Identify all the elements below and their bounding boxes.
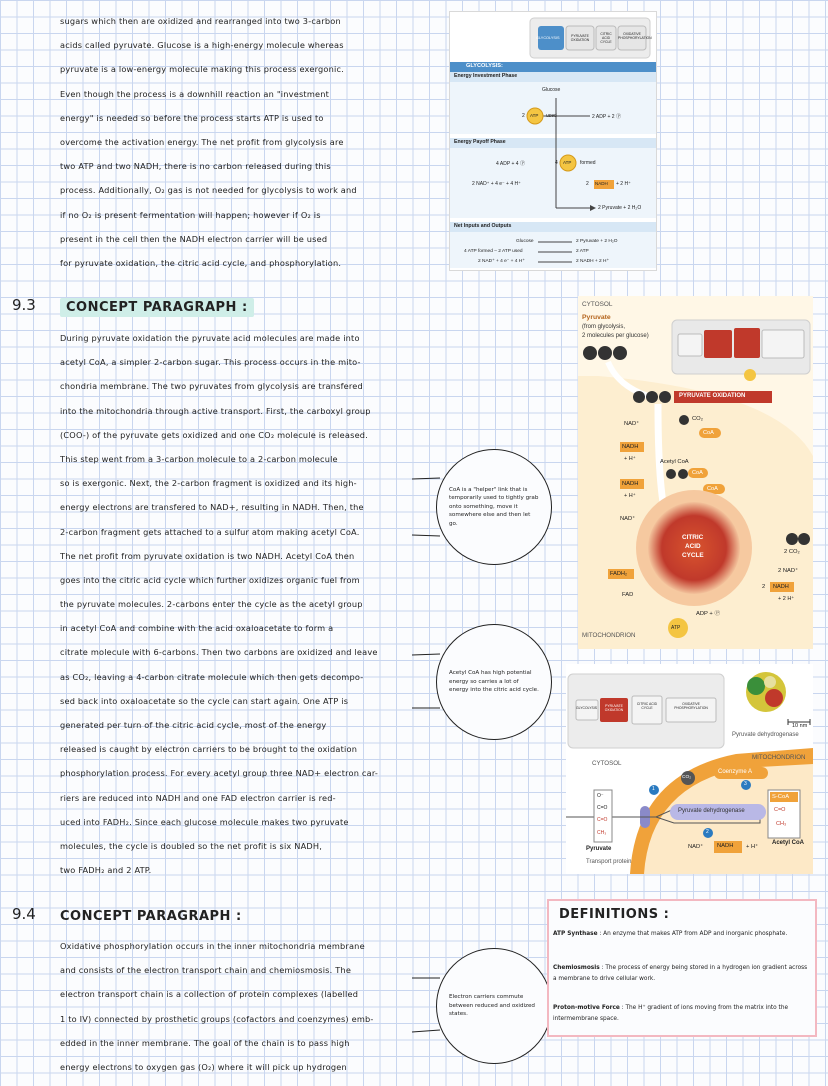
pyruvate-c4: CH₃ [597, 830, 607, 836]
figure-citric-acid-cycle [578, 296, 813, 649]
section-number-9-4: 9.4 [12, 905, 36, 923]
nadh-1: NADH [622, 444, 639, 450]
pyruvate-title: Pyruvate [582, 314, 611, 321]
pyruvate-c3: C=O [597, 817, 608, 823]
fadh2-label: FADH₂ [610, 571, 628, 577]
note-line: edded in the inner membrane. The goal of the chain is to pass high [60, 1037, 350, 1048]
note-line: uced into FADH₂. Since each glucose molecule makes two pyruvate [60, 816, 349, 827]
note-line: sugars which then are oxidized and rearranged into two 3-carbon [60, 16, 341, 26]
definition-term: ATP Synthase [553, 931, 598, 937]
definition-proton-motive: Proton-motive Force : The H⁺ gradient of ions moving from the matrix into the intermembrane space. [553, 1005, 789, 1022]
adp-label: ADP + Ⓟ [696, 611, 721, 617]
definition-atp-synthase: ATP Synthase : An enzyme that makes ATP from ADP and inorganic phosphate. [553, 931, 788, 937]
net-right-3: 2 NADH + 2 H⁺ [576, 259, 610, 264]
formed-label: formed [580, 160, 596, 166]
s-coa-label: S-CoA [772, 794, 790, 800]
definition-text: An enzyme that makes ATP from ADP and inorganic phosphate. [603, 931, 788, 937]
nadh-h: + 2 H⁺ [616, 181, 631, 187]
note-line: in acetyl CoA and combine with the acid oxaloacetate to form a [60, 623, 334, 634]
glucose-label: Glucose [542, 87, 561, 93]
note-line: process. Additionally, O₂ gas is not needed for glycolysis to work and [60, 185, 357, 196]
h-label-2: + H⁺ [746, 844, 759, 850]
co2-2: 2 CO₂ [784, 549, 800, 555]
pyruvate-label-2: Pyruvate [586, 846, 612, 852]
nad-3: 2 NAD⁺ [778, 568, 799, 574]
cycle-word-3: CYCLE [682, 552, 704, 559]
nadh-badge: NADH [595, 181, 608, 186]
definition-term: Chemiosmosis [553, 965, 600, 971]
fad-label: FAD [622, 592, 634, 598]
mini-pyruvate-oxidation-2: PYRUVATE OXIDATION [604, 704, 624, 712]
note-line: goes into the citric acid cycle which further oxidizes organic fuel from [60, 574, 360, 585]
atp-formed-count: 4 [555, 160, 558, 166]
note-line: sed back into oxaloacetate so the cycle can start again. One ATP is [60, 695, 349, 706]
note-line: present in the cell then the NADH electron carrier will be used [60, 233, 328, 244]
nadh-3-count: 2 [762, 584, 766, 590]
note-line: electron transport chain is a collection of protein complexes (labelled [60, 989, 359, 1000]
note-line: (COO-) of the pyruvate gets oxidized and one CO₂ molecule is released. [60, 429, 369, 440]
mini-pyruvate-oxidation: PYRUVATE OXIDATION [570, 34, 590, 42]
note-line: The net profit from pyruvate oxidation is two NADH. Acetyl CoA then [60, 550, 355, 561]
note-line: During pyruvate oxidation the pyruvate acid molecules are made into [60, 333, 360, 343]
figure-pyruvate-dehydrogenase [566, 664, 813, 874]
note-line: Even though the process is a downhill reaction an "investment [60, 88, 330, 99]
note-line: phosphorylation process. For every acetyl group three NAD+ electron car- [60, 768, 379, 779]
atp-formed-badge: ATP [563, 160, 572, 165]
definitions-title: DEFINITIONS : [559, 907, 670, 922]
enzyme-label: Pyruvate dehydrogenase [678, 808, 745, 814]
nad-1: NAD⁺ [624, 421, 640, 427]
cycle-word-2: ACID [685, 543, 701, 550]
acetyl-coa-label: Acetyl CoA [660, 459, 689, 465]
note-line: energy electrons to oxygen gas (O₂) where it will pick up hydrogen [60, 1061, 347, 1072]
note-line: if no O₂ is present fermentation will happen; however if O₂ is [60, 209, 321, 220]
net-left-2: 4 ATP formed – 2 ATP used [464, 249, 523, 254]
investment-phase: Energy Investment Phase [454, 73, 518, 79]
pyruvate-c1: O⁻ [597, 793, 604, 799]
margin-note-coa [436, 449, 552, 565]
margin-note-acetyl [436, 624, 552, 740]
note-line: two FADH₂ and 2 ATP. [60, 865, 152, 876]
note-line: overcome the activation energy. The net profit from glycolysis are [60, 136, 344, 147]
mini-oxphos: OXIDATIVE PHOSPHORYLATION [618, 32, 652, 40]
h-2: + H⁺ [624, 493, 636, 499]
co2-1: CO₂ [692, 416, 703, 422]
pyruvate-output: 2 Pyruvate + 2 H₂O [598, 205, 642, 211]
pyruvate-c2: C=O [597, 805, 608, 811]
section-number-9-3: 9.3 [12, 296, 36, 314]
acetyl-ch3: CH₃ [776, 821, 787, 827]
cytosol-label: CYTOSOL [582, 301, 613, 308]
net-title: Net Inputs and Outputs [454, 223, 512, 229]
note-line: acids called pyruvate. Glucose is a high-energy molecule whereas [60, 40, 344, 51]
note-line: citrate molecule with 6-carbons. Then two carbons are oxidized and leave [60, 647, 378, 658]
cytosol-label-2: CYTOSOL [592, 760, 622, 767]
note-line: riers are reduced into NADH and one FAD electron carrier is red- [60, 792, 336, 803]
payoff-phase: Energy Payoff Phase [454, 139, 506, 145]
mini-citric-acid: CITRIC ACID CYCLE [600, 32, 612, 44]
margin-note-text: Electron carriers commute between reduced and oxidized states. [449, 994, 535, 1018]
mitochondrion-label-2: MITOCHONDRION [752, 754, 806, 761]
note-line: two ATP and two NADH, there is no carbon released during this [60, 161, 331, 172]
net-right-1: 2 Pyruvate + 2 H₂O [576, 239, 618, 244]
note-line: energy" is needed so before the process starts ATP is used to [60, 112, 324, 123]
transport-protein-label: Transport protein [586, 859, 632, 865]
mini-glycolysis-2: GLYCOLYSIS [576, 706, 597, 710]
note-line: so is exergonic. Next, the 2-carbon fragment is oxidized and its high- [60, 478, 357, 489]
note-line: released is caught by electron carriers to be brought to the oxidation [60, 744, 358, 755]
mitochondrion-label: MITOCHONDRION [582, 632, 636, 639]
definition-text: The process of energy being stored in a hydrogen ion gradient across a membrane to drive cellular work. [553, 965, 808, 982]
h-3: + 2 H⁺ [778, 596, 795, 602]
definition-chemiosmosis: Chemiosmosis : The process of energy being stored in a hydrogen ion gradient across a membrane to drive cellular work. [553, 965, 808, 982]
nadh-3: NADH [773, 584, 789, 590]
mini-citric-acid-2: CITRIC ACID CYCLE [636, 702, 658, 710]
note-line: molecules, the cycle is doubled so the net profit is six NADH, [60, 840, 323, 851]
net-right-2: 2 ATP [576, 249, 589, 254]
note-line: energy electrons are transfered to NAD+, resulting in NADH. Then, the [60, 502, 364, 513]
heading-highlight: CONCEPT PARAGRAPH : [60, 298, 254, 317]
definition-text: The H⁺ gradient of ions moving from the matrix into the intermembrane space. [553, 1005, 789, 1022]
pyruvate-sub1: (from glycolysis, [582, 324, 626, 330]
coa-2: CoA [692, 470, 703, 476]
nad-2: NAD⁺ [620, 516, 636, 522]
nad-label-2: NAD⁺ [688, 844, 704, 850]
cycle-word-1: CITRIC [682, 534, 704, 541]
atp-used-count: 2 [522, 113, 525, 119]
net-left-3: 2 NAD⁺ + 4 e⁻ + 4 H⁺ [478, 259, 525, 264]
note-line: the pyruvate molecules. 2-carbons enter the cycle as the acetyl group [60, 599, 363, 610]
pyruvate-sub2: 2 molecules per glucose) [582, 333, 649, 339]
definitions-box [547, 899, 817, 1037]
coenzyme-a-label: Coenzyme A [718, 769, 753, 775]
note-line: Oxidative phosphorylation occurs in the inner mitochondria membrane [60, 941, 365, 951]
h-1: + H⁺ [624, 456, 636, 462]
glycolysis-header: GLYCOLYSIS: [466, 63, 503, 69]
pyruvate-oxidation-label: PYRUVATE OXIDATION [679, 393, 746, 399]
note-line: acetyl CoA, a simpler 2-carbon sugar. This process occurs in the mito- [60, 357, 361, 368]
adp-input: 4 ADP + 4 Ⓟ [496, 161, 525, 167]
note-line: pyruvate is a low-energy molecule making this process exergonic. [60, 64, 344, 75]
used-label: used [546, 113, 557, 119]
scale-label: 10 nm [792, 723, 808, 729]
note-line: into the mitochondria through active transport. First, the carboxyl group [60, 405, 371, 416]
coa-1: CoA [703, 430, 714, 436]
margin-note-text: Acetyl CoA has high potential energy so carries a lot of energy into the citric acid cycle. [449, 670, 539, 694]
step-2: 2 [706, 829, 709, 835]
margin-note-carriers [436, 948, 552, 1064]
note-line: and consists of the electron transport chain and chemiosmosis. The [60, 965, 352, 976]
step-3: 3 [744, 781, 747, 787]
net-left-1: Glucose [516, 239, 534, 244]
mini-glycolysis: GLYCOLYSIS [536, 36, 560, 40]
atp-badge: ATP [671, 625, 681, 631]
coa-3: CoA [707, 486, 718, 492]
nadh-label-2: NADH [717, 843, 734, 849]
nadh-2: NADH [622, 481, 639, 487]
note-line: This step went from a 3-carbon molecule to a 2-carbon molecule [60, 453, 338, 464]
nadh-count: 2 [586, 181, 589, 187]
note-line: for pyruvate oxidation, the citric acid cycle, and phosphorylation. [60, 257, 342, 268]
note-line: 1 to IV) connected by prosthetic groups (cofactors and coenzymes) emb- [60, 1013, 374, 1024]
note-line: 2-carbon fragment gets attached to a sulfur atom making acetyl CoA. [60, 526, 360, 537]
note-line: as CO₂, leaving a 4-carbon citrate molecule which then gets decompo- [60, 671, 364, 682]
adp-output: 2 ADP + 2 Ⓟ [592, 114, 621, 120]
margin-note-text: CoA is a "helper" link that is temporarily used to tightly grab onto something, move it somewhere else and then let go. [449, 486, 539, 527]
step-1: 1 [652, 786, 655, 792]
nad-input: 2 NAD⁺ + 4 e⁻ + 4 H⁺ [472, 181, 521, 187]
atp-used-badge: ATP [530, 113, 539, 118]
acetyl-coa-label-2: Acetyl CoA [772, 840, 805, 846]
definition-term: Proton-motive Force [553, 1005, 620, 1011]
co2-label: CO₂ [682, 775, 692, 780]
mini-oxphos-2: OXIDATIVE PHOSPHORYLATION [674, 702, 708, 710]
note-line: generated per turn of the citric acid cycle, most of the energy [60, 720, 327, 730]
complex-label: Pyruvate dehydrogenase [732, 732, 799, 738]
acetyl-c-o: C=O [774, 807, 786, 813]
note-line: chondria membrane. The two pyruvates from glycolysis are transfered [60, 381, 363, 392]
section-heading-9-4: CONCEPT PARAGRAPH : [60, 909, 242, 924]
figure-glycolysis [449, 11, 657, 271]
